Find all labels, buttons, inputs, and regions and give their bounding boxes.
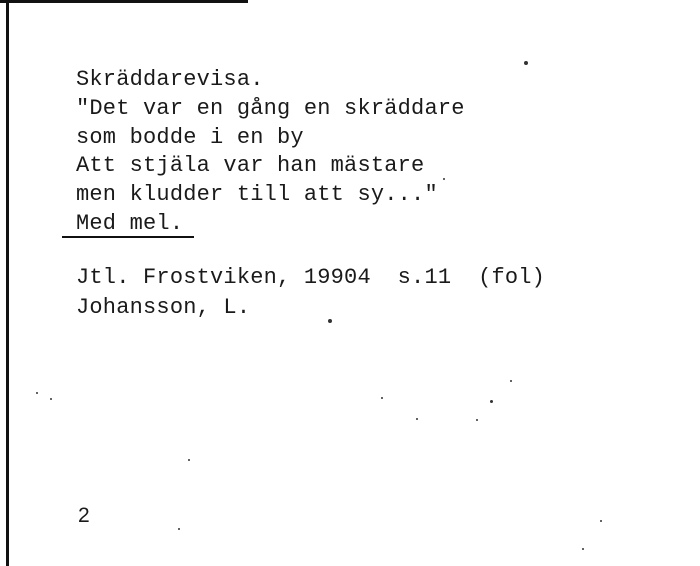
verse-line-4: men kludder till att sy..." [76,182,438,207]
song-title: Skräddarevisa. [76,67,264,92]
collector-name: Johansson, L. [76,295,251,320]
melody-underline [62,236,194,238]
melody-note: Med mel. [76,211,184,236]
card-top-border [0,0,248,3]
verse-line-3: Att stjäla var han mästare [76,153,425,178]
card-left-border [6,0,9,566]
page-number: 2 [78,504,90,527]
source-reference: Jtl. Frostviken, 19904 s.11 (fol) [76,265,546,290]
verse-line-1: "Det var en gång en skräddare [76,96,465,121]
verse-line-2: som bodde i en by [76,125,304,150]
